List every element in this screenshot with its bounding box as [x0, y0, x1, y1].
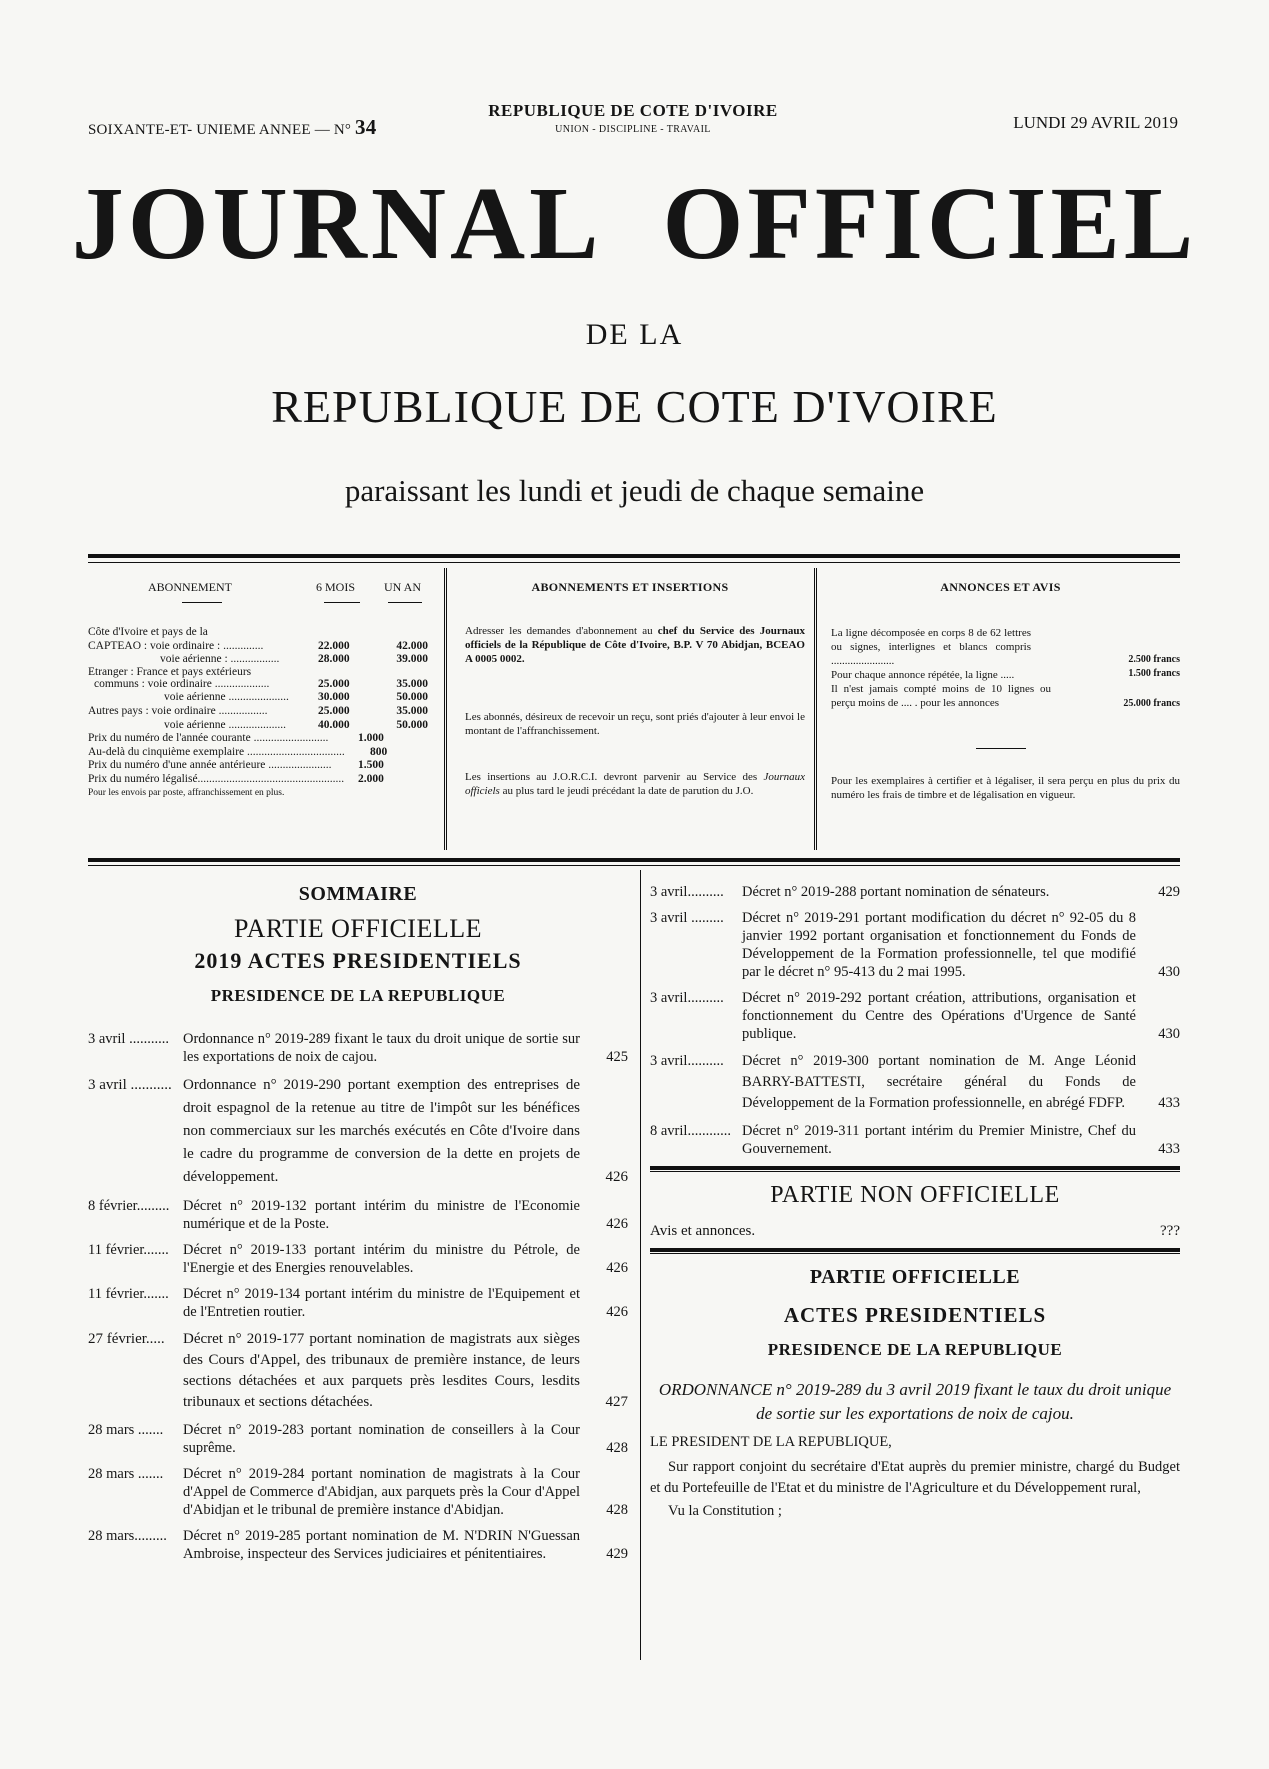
sommaire-partie-officielle: PARTIE OFFICIELLE: [234, 914, 482, 943]
header-strip: [88, 95, 1178, 145]
sommaire-entry: 28 mars......... Décret n° 2019-285 portant nomination de M. N'DRIN N'Guessan Ambroise, inspecteur des Services judiciaires et pénitentiaires. 429: [88, 1528, 628, 1562]
sommaire-entry: 28 mars ....... Décret n° 2019-283 portant nomination de conseillers à la Cour suprême. 428: [88, 1422, 628, 1456]
sommaire-entry: 3 avril ........... Ordonnance n° 2019-290 portant exemption des entreprises de droit espagnol de la retenue au titre de l'impôt sur les bénéfices non commerciaux sur les marchés exécutés en Côte d'Ivoire dans le cadre du programme de conversion de la dette en projets de développement. 426: [88, 1077, 628, 1185]
sommaire-entry: 3 avril ........... Ordonnance n° 2019-289 fixant le taux du droit unique de sortie sur les exportations de noix de cajou. 425: [88, 1031, 628, 1065]
insertions-address: Adresser les demandes d'abonnement au chef du Service des Journaux officiels de la République de Côte d'Ivoire, B.P. V 70 Abidjan, BCEAO A 0005 0002.: [465, 625, 805, 665]
annonces-line-2: Pour chaque annonce répétée, la ligne .....: [831, 669, 1015, 681]
sommaire-entry: 3 avril ......... Décret n° 2019-291 portant modification du décret n° 92-05 du 8 janvier 1992 portant organisation et fonctionnement du Fonds de Développement de la Formation professionnelle, tel que modifié par le décret n° 95-413 du 2 mai 1995. 430: [650, 910, 1180, 980]
column-divider: [640, 870, 641, 1660]
annonces-line-3: Il n'est jamais compté moins de 10 lignes ou perçu moins de .... . pour les annonces: [831, 683, 1051, 709]
abonnement-column: [88, 568, 441, 850]
insertions-receipt: Les abonnés, désireux de recevoir un reçu, sont priés d'ajouter à leur envoi le montant de l'affranchissement.: [465, 711, 805, 737]
abonnement-rows: [88, 626, 428, 800]
sommaire-entry: 27 février..... Décret n° 2019-177 portant nomination de magistrats aux sièges des Cours d'Appel, des tribunaux de première instance, de leurs sections détachées et aux parquets près lesdites Cours, lesdits tribunaux et sections détachées. 427: [88, 1331, 628, 1410]
sommaire-presidence: PRESIDENCE DE LA REPUBLIQUE: [210, 986, 506, 1005]
abonnement-label: ABONNEMENT: [148, 580, 232, 594]
presidence-heading: PRESIDENCE DE LA REPUBLIQUE: [767, 1340, 1063, 1359]
officielle-rule: [650, 1248, 1180, 1252]
partie-officielle-heading: PARTIE OFFICIELLE: [809, 1266, 1021, 1288]
sommaire-actes: 2019 ACTES PRESIDENTIELS: [194, 948, 522, 973]
annonces-amount-2: 1.500 francs: [1128, 668, 1180, 679]
content-top-rule-thin: [88, 865, 1180, 866]
issue-date: LUNDI 29 AVRIL 2019: [1013, 113, 1178, 132]
vu-constitution: Vu la Constitution ;: [668, 1503, 782, 1519]
abonnement-row: communs : voie ordinaire ................... 25.000 35.000: [94, 677, 428, 690]
abonnement-row: CAPTEAO : voie ordinaire : .............. 22.000 42.000: [88, 639, 428, 652]
abonnement-row: Au-delà du cinquième exemplaire .................................. 800: [88, 745, 388, 758]
abonnement-row: Prix du numéro de l'année courante .......................... 1.000: [88, 732, 384, 745]
abonnement-row: voie aérienne : ................. 28.000 39.000: [160, 653, 428, 666]
box-top-rule-thin: [88, 562, 1180, 563]
subscription-box: [88, 568, 1180, 850]
sommaire-entry: 11 février....... Décret n° 2019-133 portant intérim du ministre du Pétrole, de l'Energie et des Energies renouvelables. 426: [88, 1242, 628, 1276]
sommaire-entry: 3 avril.......... Décret n° 2019-292 portant création, attributions, organisation et fonctionnement du Centre des Opérations d'Urgence de Santé publique. 430: [650, 990, 1180, 1042]
sommaire-title: SOMMAIRE: [298, 883, 418, 905]
sommaire-right-column: [650, 875, 1180, 1522]
insertions-column: [455, 568, 805, 850]
republic-name: REPUBLIQUE DE COTE D'IVOIRE: [488, 101, 778, 120]
annonces-legalisation: Pour les exemplaires à certifier et à légaliser, il sera perçu en plus du prix du numéro les frais de timbre et de légalisation en vigueur.: [831, 775, 1180, 801]
masthead-tagline: paraissant les lundi et jeudi de chaque semaine: [344, 473, 925, 508]
annonces-title: ANNONCES ET AVIS: [940, 580, 1061, 594]
insertions-title: ABONNEMENTS ET INSERTIONS: [531, 580, 729, 594]
masthead-title: [0, 166, 1269, 281]
content-top-rule: [88, 858, 1180, 862]
masthead-word-officiel: OFFICIEL: [662, 166, 1198, 281]
abonnement-row: Etranger : France et pays extérieurs: [88, 665, 252, 678]
annonces-line-1: La ligne décomposée en corps 8 de 62 lettres ou signes, interlignes et blancs compris .......................: [831, 627, 1031, 667]
abonnement-row: voie aérienne .................... 40.000 50.000: [164, 718, 428, 731]
insertions-deadline: Les insertions au J.O.R.C.I. devront parvenir au Service des Journaux officiels au plus tard le jeudi précédant la date de parution du J.O.: [465, 771, 805, 797]
abonnement-row: voie aérienne ..................... 30.000 50.000: [164, 691, 428, 704]
sommaire-entry: 3 avril.......... Décret n° 2019-288 portant nomination de sénateurs. 429: [650, 884, 1180, 900]
partie-non-officielle: PARTIE NON OFFICIELLE: [770, 1182, 1060, 1208]
actes-presidentiels-heading: ACTES PRESIDENTIELS: [783, 1303, 1047, 1327]
abonnement-un-an: UN AN: [384, 580, 422, 594]
abonnement-row: Côte d'Ivoire et pays de la: [88, 626, 208, 638]
avis-annonces-entry: Avis et annonces. ???: [650, 1223, 1180, 1239]
issue-label: SOIXANTE-ET- UNIEME ANNEE — N°: [88, 122, 352, 138]
box-top-rule: [88, 554, 1180, 558]
annonces-rule: [976, 748, 1026, 749]
abonnement-row: Autres pays : voie ordinaire ................. 25.000 35.000: [88, 704, 428, 717]
sommaire-entry: 28 mars ....... Décret n° 2019-284 portant nomination de magistrats à la Cour d'Appel de Commerce d'Abidjan, aux parquets près la Cour d'Appel d'Abidjan et le tribunal de première instance d'Abidjan. 428: [88, 1466, 628, 1518]
annonces-column: [821, 568, 1180, 850]
annonces-amount-3: 25.000 francs: [1123, 698, 1180, 709]
abonnement-head: [88, 568, 441, 602]
rapport-paragraph: Sur rapport conjoint du secrétaire d'Etat auprès du premier ministre, chargé du Budget et du Portefeuille de l'Etat et du ministre de l'Agriculture et du Développement rural,: [650, 1459, 1180, 1496]
president-line: LE PRESIDENT DE LA REPUBLIQUE,: [650, 1434, 892, 1450]
sommaire-entry: 11 février....... Décret n° 2019-134 portant intérim du ministre de l'Equipement et de l'Entretien routier. 426: [88, 1286, 628, 1320]
republic-motto: UNION - DISCIPLINE - TRAVAIL: [555, 124, 711, 135]
masthead-word-journal: JOURNAL: [71, 166, 603, 281]
abonnement-6mois: 6 MOIS: [316, 580, 356, 594]
sommaire-entry: 8 février......... Décret n° 2019-132 portant intérim du ministre de l'Economie numérique et de la Poste. 426: [88, 1198, 628, 1232]
sommaire-entry: 8 avril............ Décret n° 2019-311 portant intérim du Premier Ministre, Chef du Gouvernement. 433: [650, 1123, 1180, 1157]
non-officielle-rule: [650, 1166, 1180, 1170]
abonnement-footnote: Pour les envois par poste, affranchissement en plus.: [88, 787, 285, 798]
issue-number: 34: [355, 115, 377, 139]
abonnement-row: Prix du numéro d'une année antérieure ...................... 1.500: [88, 759, 384, 772]
masthead-country: REPUBLIQUE DE COTE D'IVOIRE: [271, 381, 998, 432]
masthead-de-la: DE LA: [585, 318, 684, 351]
annonces-amount-1: 2.500 francs: [1128, 654, 1180, 665]
sommaire-entry: 3 avril.......... Décret n° 2019-300 portant nomination de M. Ange Léonid BARRY-BATTESTI, secrétaire général du Fonds de Développement de la Formation professionnelle, en abrégé FDFP. 433: [650, 1053, 1180, 1111]
abonnement-row: Prix du numéro légalisé................................................... 2.000: [88, 772, 384, 785]
sommaire-left-column: [88, 875, 628, 1571]
ordonnance-title: ORDONNANCE n° 2019-289 du 3 avril 2019 fixant le taux du droit unique de sortie sur les exportations de noix de cajou.: [658, 1380, 1172, 1423]
